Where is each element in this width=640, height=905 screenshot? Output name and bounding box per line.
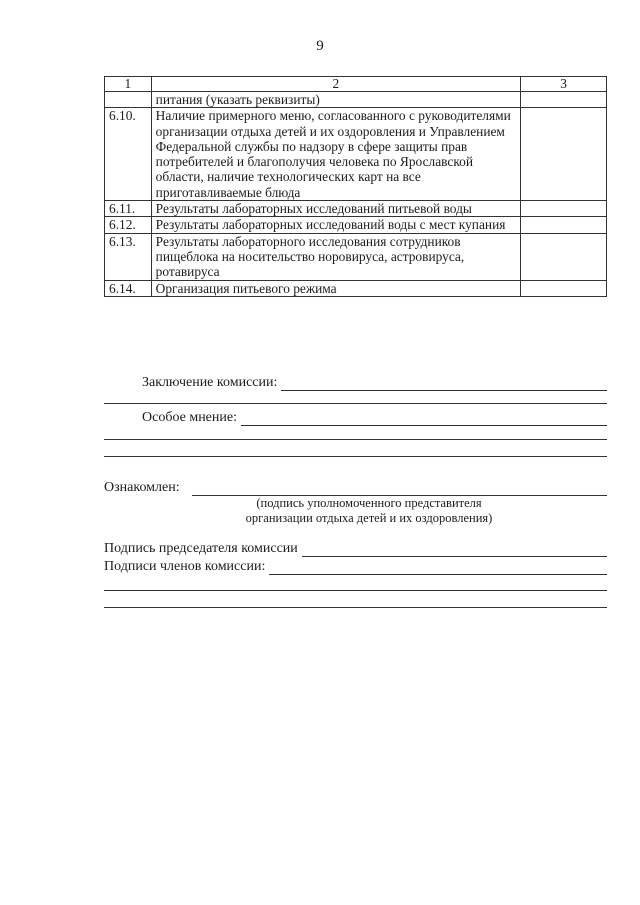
row-text: Организация питьевого режима [151,280,520,296]
members-signature-line-3[interactable] [104,607,607,608]
acknowledged-caption-line-1: (подпись уполномоченного представителя [256,496,482,510]
members-signature-label: Подписи членов комиссии: [104,559,266,574]
conclusion-row [104,373,607,391]
conclusion-line-2[interactable] [104,403,607,404]
acknowledged-signature-field[interactable] [192,482,607,496]
conclusion-label: Заключение комиссии: [142,375,278,390]
chair-signature-label: Подпись председателя комиссии [104,541,298,556]
special-opinion-row [104,408,607,426]
special-opinion-line-3[interactable] [104,456,607,457]
header-cell-2: 2 [151,77,520,92]
acknowledged-label: Ознакомлен: [104,480,180,495]
chair-signature-row [104,539,607,557]
acknowledged-caption-line-2: организации отдыха детей и их оздоровления) [245,511,493,525]
chair-signature-field[interactable] [302,543,607,557]
special-opinion-field[interactable] [241,412,607,426]
members-signature-field[interactable] [269,561,607,575]
row-number: 6.12. [105,217,152,233]
row-number: 6.14. [105,280,152,296]
row-text: Наличие примерного меню, согласованного с руководителями организации отдыха детей и их оздоровления и Управлением Федеральной службы по надзору в сфере защиты прав потребителей и благополучия человека по Ярославской области, наличие технологических карт на все приготавливаемые блюда [151,108,520,201]
members-signature-line-2[interactable] [104,590,607,591]
conclusion-field[interactable] [281,377,607,391]
row-number: 6.10. [105,108,152,201]
page-number: 9 [316,38,324,54]
row-number: 6.13. [105,233,152,280]
acknowledged-row [104,478,607,496]
row-text: Результаты лабораторных исследований воды с мест купания [151,217,520,233]
special-opinion-label: Особое мнение: [142,410,237,425]
special-opinion-line-2[interactable] [104,439,607,440]
header-cell-3: 3 [521,77,607,92]
row-text: Результаты лабораторного исследования сотрудников пищеблока на носительство норовируса, астровируса, ротавируса [151,233,520,280]
members-signature-row [104,557,607,575]
row-text: питания (указать реквизиты) [151,92,520,108]
commission-form [104,0,607,905]
row-text: Результаты лабораторных исследований питьевой воды [151,201,520,217]
header-cell-1: 1 [105,77,152,92]
row-number: 6.11. [105,201,152,217]
